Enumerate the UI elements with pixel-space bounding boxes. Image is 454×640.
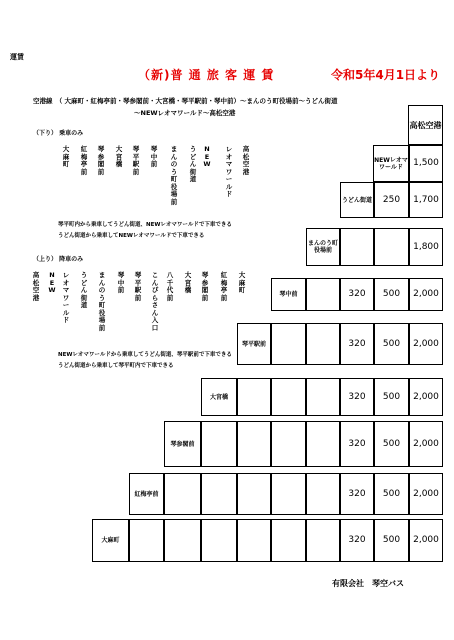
up-stop: N E W	[48, 271, 56, 294]
station-kotochu: 琴中前	[271, 278, 306, 311]
fare-cell: 320	[340, 278, 374, 311]
empty-cell	[306, 519, 340, 562]
up-stop: 琴 平 駅 前	[134, 271, 142, 302]
fare-cell: 2,000	[409, 473, 443, 515]
up-stop: 八 千 代 前	[166, 271, 174, 302]
empty-cell	[306, 278, 340, 311]
fare-cell: 320	[340, 421, 374, 467]
empty-cell	[271, 378, 306, 416]
down-stop: レ オ マ ワ ー ル ド	[225, 145, 233, 198]
station-udon: うどん街道	[340, 182, 374, 218]
doc-label: 運賃	[10, 53, 24, 61]
empty-cell	[271, 473, 306, 515]
up-stop: 大 宮 橋	[184, 271, 192, 294]
station-oasa: 大麻町	[92, 519, 129, 562]
down-stop: ま ん の う 町 役 場 前	[170, 145, 178, 206]
fare-cell: 500	[374, 519, 409, 562]
up-note-2: うどん街道から乗車して琴平町内で下車できる	[58, 363, 174, 369]
up-stop: 高 松 空 港	[32, 271, 40, 302]
up-stop: レ オ マ ワ ー ル ド	[62, 271, 70, 324]
up-stop: 大 麻 町	[238, 271, 246, 294]
down-stop: 大 宮 橋	[115, 145, 123, 168]
fare-cell: 1,700	[409, 182, 443, 218]
up-heading: （上り） 降車のみ	[33, 256, 84, 263]
page-title: （新)普 通 旅 客 運 賃	[138, 68, 275, 82]
fare-cell: 500	[374, 473, 409, 515]
empty-cell	[237, 421, 271, 467]
empty-cell	[201, 519, 237, 562]
fare-cell: 250	[374, 182, 409, 218]
empty-cell	[164, 473, 201, 515]
empty-cell	[271, 421, 306, 467]
fare-cell: 2,000	[409, 519, 443, 562]
down-stop: 琴 中 前	[150, 145, 158, 168]
empty-cell	[271, 519, 306, 562]
empty-cell	[374, 228, 409, 266]
empty-cell	[306, 323, 340, 365]
station-kotohira: 琴平駅前	[237, 323, 271, 365]
fare-cell: 2,000	[409, 278, 443, 311]
fare-cell: 500	[374, 278, 409, 311]
empty-cell	[306, 378, 340, 416]
station-kotosan: 琴参閣前	[164, 421, 201, 467]
company-name: 有限会社 琴空バス	[332, 579, 404, 588]
up-stop: 琴 中 前	[117, 271, 125, 294]
down-stop: 紅 梅 亭 前	[80, 145, 88, 176]
fare-cell: 320	[340, 519, 374, 562]
effective-date: 令和5年4月1日より	[331, 68, 441, 82]
empty-cell	[201, 473, 237, 515]
route-description-line1: 空港線 （ 大麻町・紅梅亭前・琴参閣前・大宮橋・琴平駅前・琴中前）～まんのう町役場前～うどん街道	[33, 97, 338, 105]
down-heading: （下り） 乗車のみ	[33, 130, 84, 137]
empty-cell	[201, 421, 237, 467]
empty-cell	[237, 378, 271, 416]
up-note-1: NEWレオマワールドから乗車してうどん街道、琴平駅前で下車できる	[58, 352, 232, 358]
down-stop: 高 松 空 港	[242, 145, 250, 176]
route-description-line2: ～NEWレオマワールド～高松空港	[134, 109, 236, 117]
fare-cell: 2,000	[409, 323, 443, 365]
empty-cell	[164, 519, 201, 562]
down-note-1: 琴平町内から乗車してうどん街道、NEWレオマワールドで下車できる	[58, 222, 232, 228]
fare-cell: 320	[340, 323, 374, 365]
down-note-2: うどん街道から乗車してNEWレオマワールドで下車できる	[58, 233, 205, 239]
fare-cell: 1,500	[409, 145, 443, 182]
empty-cell	[340, 228, 374, 266]
empty-cell	[237, 473, 271, 515]
station-takamatsu: 高松空港	[408, 105, 443, 145]
empty-cell	[237, 519, 271, 562]
station-omiya: 大宮橋	[201, 378, 237, 416]
fare-cell: 2,000	[409, 421, 443, 467]
down-stop: 琴 平 駅 前	[132, 145, 140, 176]
down-stop: う ど ん 街 道	[189, 145, 197, 183]
station-manno: まんのう町役場前	[306, 228, 340, 266]
fare-cell: 500	[374, 378, 409, 416]
fare-cell: 500	[374, 421, 409, 467]
down-stop: N E W	[203, 145, 211, 168]
up-stop: こ ん ぴ ら さ ん 入 口	[151, 271, 159, 332]
empty-cell	[271, 323, 306, 365]
station-leoma: NEWレオマワールド	[373, 145, 409, 182]
up-stop: う ど ん 街 道	[80, 271, 88, 309]
fare-cell: 1,800	[409, 228, 443, 266]
fare-cell: 2,000	[409, 378, 443, 416]
fare-cell: 500	[374, 323, 409, 365]
fare-cell: 320	[340, 378, 374, 416]
up-stop: ま ん の う 町 役 場 前	[98, 271, 106, 332]
down-stop: 琴 参 閣 前	[97, 145, 105, 176]
empty-cell	[306, 473, 340, 515]
up-stop: 琴 参 閣 前	[201, 271, 209, 302]
empty-cell	[306, 421, 340, 467]
up-stop: 紅 梅 亭 前	[220, 271, 228, 302]
empty-cell	[129, 519, 164, 562]
fare-cell: 320	[340, 473, 374, 515]
station-kobai: 紅梅亭前	[129, 473, 164, 515]
down-stop: 大 麻 町	[62, 145, 70, 168]
